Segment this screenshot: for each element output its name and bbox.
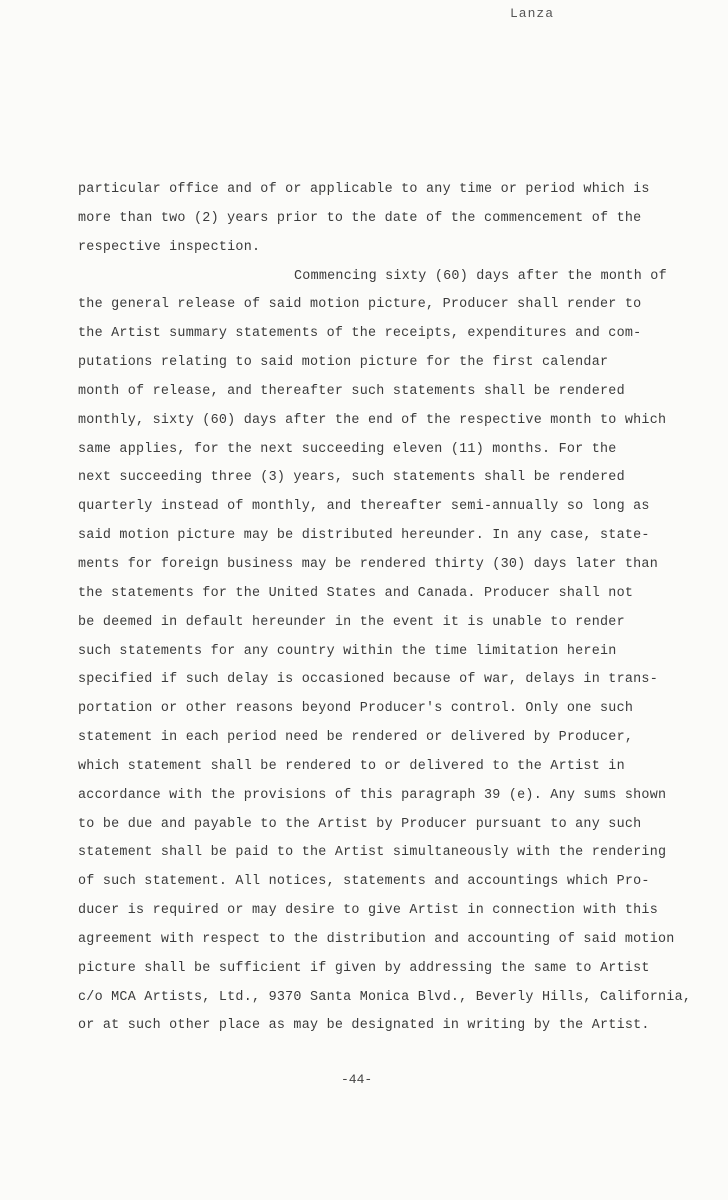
- text-line: such statements for any country within the time limitation herein: [78, 643, 617, 659]
- text-line: the statements for the United States and Canada. Producer shall not: [78, 585, 634, 601]
- text-line: the Artist summary statements of the receipts, expenditures and com-: [78, 326, 642, 342]
- text-line: more than two (2) years prior to the date of the commencement of the: [78, 210, 642, 226]
- text-line: month of release, and thereafter such statements shall be rendered: [78, 383, 625, 399]
- text-line: portation or other reasons beyond Producer's control. Only one such: [78, 701, 634, 717]
- text-line: which statement shall be rendered to or delivered to the Artist in: [78, 758, 625, 774]
- text-line: to be due and payable to the Artist by Producer pursuant to any such: [78, 816, 642, 832]
- text-line: quarterly instead of monthly, and thereafter semi-annually so long as: [78, 499, 650, 515]
- text-line: particular office and of or applicable to any time or period which is: [78, 182, 650, 197]
- text-line: c/o MCA Artists, Ltd., 9370 Santa Monica Blvd., Beverly Hills, California,: [78, 989, 692, 1005]
- text-line: be deemed in default hereunder in the event it is unable to render: [78, 614, 625, 630]
- page-number: -44-: [341, 1072, 373, 1087]
- header-name: Lanza: [510, 6, 555, 21]
- body-text: [78, 180, 718, 1045]
- text-line-indented: Commencing sixty (60) days after the month of: [294, 268, 667, 284]
- text-line: or at such other place as may be designated in writing by the Artist.: [78, 1018, 650, 1034]
- text-line: ducer is required or may desire to give Artist in connection with this: [78, 903, 658, 919]
- text-line: statement in each period need be rendered or delivered by Producer,: [78, 730, 634, 746]
- text-line: said motion picture may be distributed hereunder. In any case, state-: [78, 528, 650, 544]
- text-line: of such statement. All notices, statements and accountings which Pro-: [78, 874, 650, 890]
- text-line: statement shall be paid to the Artist simultaneously with the rendering: [78, 845, 667, 861]
- text-line: putations relating to said motion picture for the first calendar: [78, 355, 609, 371]
- text-line: next succeeding three (3) years, such statements shall be rendered: [78, 470, 625, 486]
- text-line: respective inspection.: [78, 239, 261, 255]
- text-line: same applies, for the next succeeding eleven (11) months. For the: [78, 441, 617, 457]
- text-line: specified if such delay is occasioned because of war, delays in trans-: [78, 672, 658, 688]
- text-line: the general release of said motion picture, Producer shall render to: [78, 297, 642, 313]
- text-line: monthly, sixty (60) days after the end of the respective month to which: [78, 412, 667, 428]
- text-line: picture shall be sufficient if given by addressing the same to Artist: [78, 960, 650, 976]
- text-line: agreement with respect to the distribution and accounting of said motion: [78, 931, 675, 947]
- text-line: ments for foreign business may be rendered thirty (30) days later than: [78, 556, 658, 572]
- text-line: accordance with the provisions of this paragraph 39 (e). Any sums shown: [78, 787, 667, 803]
